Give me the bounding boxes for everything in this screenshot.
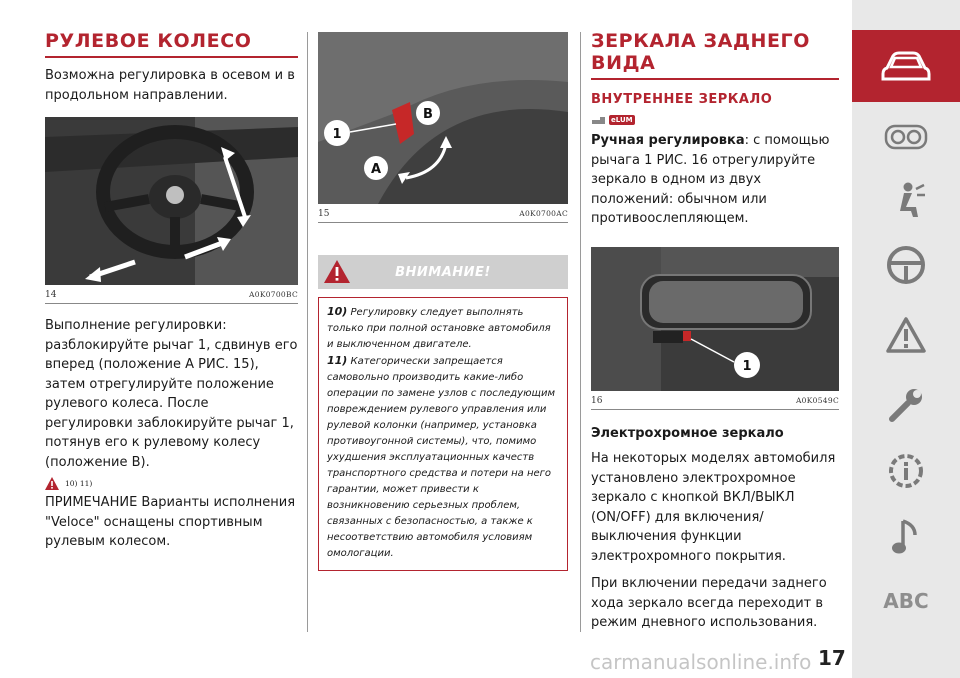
sidebar-item-driving[interactable] bbox=[852, 230, 960, 300]
warning-10-text: Регулировку следует выполнять только при полной остановке автомобиля и выключенном двигателе. bbox=[327, 307, 551, 350]
sidebar-item-vehicle[interactable] bbox=[852, 30, 960, 102]
figure-15-lever bbox=[318, 32, 568, 204]
lever-illustration bbox=[318, 32, 568, 204]
veloce-note: ПРИМЕЧАНИЕ Варианты исполнения "Veloce" оснащены спортивным рулевым колесом. bbox=[45, 495, 296, 549]
column-separator-2 bbox=[580, 32, 581, 632]
rear-mirror-illustration bbox=[591, 247, 839, 391]
section-title-mirrors: ЗЕРКАЛА ЗАДНЕГО ВИДА bbox=[591, 30, 839, 80]
sidebar-item-specifications[interactable] bbox=[852, 436, 960, 506]
steering-wheel-icon bbox=[885, 244, 927, 286]
chapter-sidebar bbox=[852, 0, 960, 678]
warning-triangle-icon bbox=[324, 260, 350, 283]
figure-15-number: 15 bbox=[318, 209, 330, 219]
page-number: 17 bbox=[818, 646, 846, 670]
steering-wheel-section bbox=[45, 30, 298, 552]
figure-14-caption bbox=[45, 290, 298, 304]
sidebar-item-multimedia[interactable] bbox=[852, 502, 960, 572]
adjustment-figure-section bbox=[318, 32, 568, 571]
manual-adjust-description: : с помощью рычага 1 РИС. 16 отрегулируйте зеркало в одном из двух положений: обычном или противоослепляющем. bbox=[591, 133, 830, 226]
section-title-steering: РУЛЕВОЕ КОЛЕСО bbox=[45, 30, 298, 58]
electrochromic-paragraph-2: При включении передачи заднего хода зеркало всегда переходит в режим дневного использования. bbox=[591, 576, 827, 630]
warning-11-text: Категорически запрещается самовольно производить какие-либо операции по замене узлов с последующим повреждением рулевого управления или рулевой колонки (например, установка противоугонной системы), что, помимо ухудшения эксплуатационных качеств транспортного средства и потери на него гарантии, может привести к возникновению серьезных проблем, связанных с безопасностью, а также к несоответствию автомобиля условиям омологации. bbox=[327, 356, 556, 559]
sidebar-item-emergency[interactable] bbox=[852, 300, 960, 370]
warning-item-11 bbox=[327, 353, 559, 562]
figure-14-code: A0K0700BC bbox=[249, 290, 298, 299]
figure-16-number: 16 bbox=[591, 395, 603, 406]
figure-15-callout-a: A bbox=[370, 162, 382, 177]
warning-triangle-icon bbox=[885, 316, 927, 354]
figure-15-callout-b: B bbox=[423, 107, 433, 122]
figure-15-code: A0K0700AC bbox=[519, 209, 568, 218]
seat-airbag-icon bbox=[886, 181, 926, 221]
figure-14-number: 14 bbox=[45, 290, 57, 300]
manual-adjust-text bbox=[591, 131, 839, 229]
figure-16-caption bbox=[591, 396, 839, 410]
warning-box bbox=[318, 297, 568, 571]
warning-11-number: 11) bbox=[327, 354, 348, 367]
music-note-icon bbox=[889, 517, 923, 557]
figure-15-callout-1: 1 bbox=[332, 127, 342, 142]
figure-16-code: A0K0549C bbox=[795, 395, 839, 405]
instrument-cluster-icon bbox=[884, 124, 928, 150]
info-gear-icon bbox=[885, 450, 927, 492]
subsection-title-interior-mirror: ВНУТРЕННЕЕ ЗЕРКАЛО bbox=[591, 92, 773, 107]
hand-icon bbox=[591, 114, 607, 126]
manual-adjust-badges bbox=[591, 111, 839, 129]
steering-procedure: Выполнение регулировки: разблокируйте рычаг 1, сдвинув его вперед (положение A РИС. 15), затем отрегулируйте положение рулевого колеса. После регулировки заблокируйте рычаг 1, потянув его к рулевому колесу (положение B). bbox=[45, 318, 298, 470]
wrench-icon bbox=[886, 385, 926, 425]
mirrors-section bbox=[591, 30, 839, 633]
figure-16-mirror bbox=[591, 247, 839, 391]
warning-title: ВНИМАНИЕ! bbox=[395, 264, 491, 280]
figure-14-steering-wheel bbox=[45, 117, 298, 285]
steering-intro: Возможна регулировка в осевом и в продольном направлении. bbox=[45, 68, 295, 103]
electrochromic-title: Электрохромное зеркало bbox=[591, 425, 784, 441]
figure-15-caption bbox=[318, 209, 568, 223]
warning-note-refs bbox=[45, 477, 298, 490]
column-separator-1 bbox=[307, 32, 308, 632]
steering-wheel-illustration bbox=[45, 117, 298, 285]
electrochromic-paragraph-1: На некоторых моделях автомобиля установлено электрохромное зеркало с кнопкой ВКЛ/ВЫКЛ (ON/OFF) для включения/выключения функции электрохромного покрытия. bbox=[591, 451, 836, 564]
warning-header bbox=[318, 255, 568, 289]
figure-16-callout-1: 1 bbox=[742, 358, 752, 374]
watermark: carmanualsonline.info bbox=[590, 650, 812, 674]
elum-badge: eLUM bbox=[611, 116, 633, 124]
sidebar-item-maintenance[interactable] bbox=[852, 370, 960, 440]
warning-triangle-icon bbox=[45, 477, 59, 490]
note-ref-numbers: 10) 11) bbox=[65, 479, 93, 488]
warning-10-number: 10) bbox=[327, 305, 348, 318]
warning-item-10 bbox=[327, 304, 559, 353]
manual-adjust-label: Ручная регулировка bbox=[591, 133, 745, 148]
sidebar-item-index[interactable] bbox=[852, 566, 960, 636]
sidebar-item-instruments[interactable] bbox=[852, 102, 960, 172]
sidebar-item-safety[interactable] bbox=[852, 166, 960, 236]
index-abc-label: ABC bbox=[883, 589, 929, 613]
car-icon bbox=[881, 50, 931, 82]
